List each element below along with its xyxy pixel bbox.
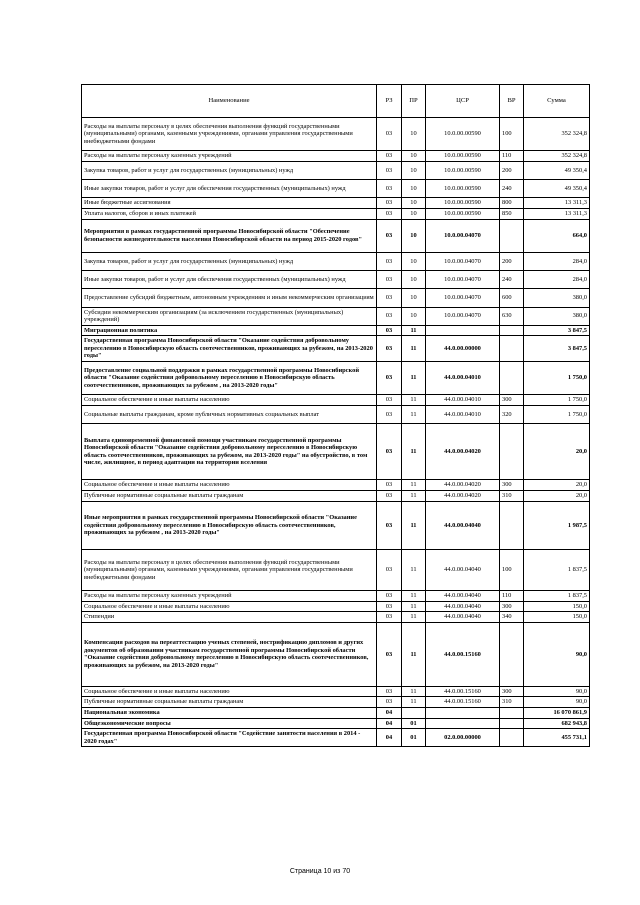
row-csr-cell: 10.0.00.00590 [426,151,500,162]
row-rz-cell: 03 [377,623,402,687]
row-name-cell: Публичные нормативные социальные выплаты гражданам [82,491,377,502]
row-pr-cell: 10 [402,208,426,219]
row-pr-cell: 11 [402,601,426,612]
row-vr-cell: 300 [500,480,524,491]
row-vr-cell [500,219,524,252]
row-vr-cell: 850 [500,208,524,219]
page-number: Страница 10 из 70 [289,868,351,875]
row-sum-cell: 284,0 [524,252,590,270]
row-rz-cell: 03 [377,161,402,179]
row-pr-cell: 11 [402,591,426,602]
row-rz-cell: 03 [377,118,402,151]
row-rz-cell: 03 [377,289,402,307]
row-csr-cell: 44.0.00.04020 [426,480,500,491]
row-name-cell: Предоставление социальной поддержки в рамках государственной программы Новосибирской области "Оказание содействия добровольному переселению в Новосибирскую область соотечественников, проживающих за рубежом , на 2013-2020 годы" [82,362,377,395]
table-row [82,161,590,179]
row-csr-cell: 44.0.00.04040 [426,601,500,612]
row-pr-cell: 10 [402,252,426,270]
row-csr-cell: 44.0.00.15160 [426,697,500,708]
row-pr-cell: 11 [402,686,426,697]
row-pr-cell: 11 [402,480,426,491]
row-vr-cell: 100 [500,118,524,151]
row-csr-cell: 44.0.00.04010 [426,406,500,424]
row-vr-cell [500,729,524,747]
row-sum-cell: 352 324,8 [524,118,590,151]
row-name-cell: Закупка товаров, работ и услуг для государственных (муниципальных) нужд [82,161,377,179]
row-vr-cell: 300 [500,601,524,612]
row-rz-cell: 03 [377,219,402,252]
row-name-cell: Расходы на выплаты персоналу в целях обеспечения выполнения функций государственными (муниципальными) органами, казенными учреждениями, органами управления государственными внебюджетными фондами [82,118,377,151]
table-body [82,118,590,747]
header-vr: ВР [500,85,524,118]
row-name-cell: Миграционная политика [82,325,377,336]
row-rz-cell: 03 [377,271,402,289]
row-name-cell: Иные закупки товаров, работ и услуг для обеспечения государственных (муниципальных) нужд [82,180,377,198]
row-pr-cell: 11 [402,501,426,550]
table-row [82,623,590,687]
budget-table [81,84,590,747]
row-name-cell: Закупка товаров, работ и услуг для государственных (муниципальных) нужд [82,252,377,270]
row-vr-cell [500,325,524,336]
row-pr-cell: 10 [402,198,426,209]
row-sum-cell: 90,0 [524,623,590,687]
row-vr-cell: 300 [500,395,524,406]
row-csr-cell: 44.0.00.04020 [426,491,500,502]
row-pr-cell: 11 [402,623,426,687]
header-csr: ЦСР [426,85,500,118]
row-pr-cell: 01 [402,729,426,747]
row-csr-cell: 44.0.00.04040 [426,612,500,623]
table-row [82,501,590,550]
row-csr-cell: 44.0.00.04020 [426,424,500,480]
row-vr-cell: 600 [500,289,524,307]
row-vr-cell: 110 [500,151,524,162]
row-csr-cell: 10.0.00.04070 [426,307,500,325]
row-name-cell: Государственная программа Новосибирской области "Содействие занятости населения в 2014 - 2020 годах" [82,729,377,747]
row-vr-cell [500,707,524,718]
row-name-cell: Социальное обеспечение и иные выплаты населению [82,395,377,406]
row-rz-cell: 03 [377,424,402,480]
row-csr-cell: 44.0.00.15160 [426,623,500,687]
row-rz-cell: 03 [377,151,402,162]
row-vr-cell: 630 [500,307,524,325]
row-csr-cell: 10.0.00.00590 [426,198,500,209]
row-csr-cell: 10.0.00.00590 [426,180,500,198]
row-pr-cell: 10 [402,289,426,307]
row-csr-cell: 44.0.00.04010 [426,362,500,395]
row-pr-cell: 10 [402,271,426,289]
row-rz-cell: 03 [377,198,402,209]
table-header-row [82,85,590,118]
row-vr-cell: 310 [500,491,524,502]
row-pr-cell: 10 [402,307,426,325]
row-sum-cell: 664,0 [524,219,590,252]
row-sum-cell: 380,0 [524,307,590,325]
row-sum-cell: 284,0 [524,271,590,289]
row-csr-cell: 10.0.00.04070 [426,252,500,270]
row-rz-cell: 03 [377,406,402,424]
row-sum-cell: 90,0 [524,686,590,697]
row-vr-cell: 300 [500,686,524,697]
row-sum-cell: 455 731,1 [524,729,590,747]
row-csr-cell: 10.0.00.00590 [426,208,500,219]
row-csr-cell: 44.0.00.04010 [426,395,500,406]
row-csr-cell: 10.0.00.00590 [426,161,500,179]
row-sum-cell: 20,0 [524,424,590,480]
row-sum-cell: 13 311,3 [524,198,590,209]
header-sum: Сумма [524,85,590,118]
row-name-cell: Выплата единовременной финансовой помощи участникам государственной программы Новосибирской области "Оказание содействия добровольному переселению в Новосибирскую область соотечественников, проживающих за рубежом, на 2013-2020 годы" на обустройство, в том числе, жилищное, в период адаптации на территории вселения [82,424,377,480]
table-row [82,480,590,491]
table-row [82,362,590,395]
row-vr-cell [500,424,524,480]
table-row [82,601,590,612]
row-rz-cell: 03 [377,208,402,219]
row-rz-cell: 03 [377,491,402,502]
row-rz-cell: 03 [377,686,402,697]
row-name-cell: Субсидии некоммерческим организациям (за исключением государственных (муниципальных) учреждений) [82,307,377,325]
row-vr-cell [500,623,524,687]
row-name-cell: Расходы на выплаты персоналу казенных учреждений [82,151,377,162]
row-sum-cell: 380,0 [524,289,590,307]
row-sum-cell: 1 750,0 [524,395,590,406]
row-name-cell: Иные бюджетные ассигнования [82,198,377,209]
row-pr-cell: 10 [402,219,426,252]
row-sum-cell: 90,0 [524,697,590,708]
row-rz-cell: 03 [377,336,402,362]
row-rz-cell: 03 [377,501,402,550]
row-name-cell: Иные закупки товаров, работ и услуг для обеспечения государственных (муниципальных) нужд [82,271,377,289]
row-name-cell: Публичные нормативные социальные выплаты гражданам [82,697,377,708]
table-row [82,686,590,697]
row-sum-cell: 13 311,3 [524,208,590,219]
row-sum-cell: 3 847,5 [524,325,590,336]
row-pr-cell: 10 [402,161,426,179]
row-rz-cell: 03 [377,395,402,406]
table-row [82,198,590,209]
header-pr: ПР [402,85,426,118]
row-name-cell: Социальное обеспечение и иные выплаты населению [82,686,377,697]
row-vr-cell: 340 [500,612,524,623]
row-vr-cell: 240 [500,271,524,289]
row-rz-cell: 03 [377,362,402,395]
row-vr-cell: 110 [500,591,524,602]
row-rz-cell: 03 [377,325,402,336]
row-name-cell: Расходы на выплаты персоналу в целях обеспечения выполнения функций государственными (муниципальными) органами, казенными учреждениями, органами управления государственными внебюджетными фондами [82,550,377,591]
table-row [82,697,590,708]
row-sum-cell: 352 324,8 [524,151,590,162]
row-vr-cell [500,501,524,550]
row-pr-cell: 01 [402,718,426,729]
row-sum-cell: 1 837,5 [524,591,590,602]
table-row [82,707,590,718]
row-name-cell: Социальные выплаты гражданам, кроме публичных нормативных социальных выплат [82,406,377,424]
row-csr-cell [426,718,500,729]
row-csr-cell: 44.0.00.04040 [426,591,500,602]
row-rz-cell: 03 [377,252,402,270]
row-name-cell: Стипендии [82,612,377,623]
row-rz-cell: 03 [377,550,402,591]
row-rz-cell: 03 [377,601,402,612]
row-csr-cell: 10.0.00.04070 [426,219,500,252]
row-name-cell: Социальное обеспечение и иные выплаты населению [82,480,377,491]
row-vr-cell [500,362,524,395]
row-name-cell: Расходы на выплаты персоналу казенных учреждений [82,591,377,602]
row-sum-cell: 3 847,5 [524,336,590,362]
table-row [82,180,590,198]
header-name: Наименование [82,85,377,118]
row-vr-cell [500,336,524,362]
row-pr-cell: 11 [402,697,426,708]
row-pr-cell: 11 [402,612,426,623]
row-vr-cell [500,718,524,729]
row-pr-cell: 10 [402,118,426,151]
row-sum-cell: 20,0 [524,491,590,502]
row-csr-cell [426,325,500,336]
row-csr-cell: 10.0.00.00590 [426,118,500,151]
row-pr-cell: 11 [402,550,426,591]
row-pr-cell: 11 [402,424,426,480]
row-csr-cell: 02.0.00.00000 [426,729,500,747]
table-row [82,118,590,151]
table-row [82,271,590,289]
row-rz-cell: 04 [377,729,402,747]
row-name-cell: Компенсация расходов на переаттестацию ученых степеней, нострификацию дипломов и других документов об образовании участникам государственной программы Новосибирской области "Оказание содействия добровольному переселению в Новосибирскую область соотечественников, проживающих за рубежом, на 2013-2020 годы" [82,623,377,687]
table-row [82,729,590,747]
row-rz-cell: 03 [377,612,402,623]
row-name-cell: Общеэкономические вопросы [82,718,377,729]
row-pr-cell: 11 [402,395,426,406]
row-rz-cell: 04 [377,707,402,718]
row-sum-cell: 1 750,0 [524,362,590,395]
row-rz-cell: 03 [377,480,402,491]
row-csr-cell: 44.0.00.00000 [426,336,500,362]
row-pr-cell: 11 [402,362,426,395]
row-pr-cell [402,707,426,718]
row-sum-cell: 1 837,5 [524,550,590,591]
row-csr-cell: 44.0.00.15160 [426,686,500,697]
row-name-cell: Государственная программа Новосибирской области "Оказание содействия добровольному переселению в Новосибирскую область соотечественников, проживающих за рубежом, на 2013-2020 годы" [82,336,377,362]
row-pr-cell: 10 [402,180,426,198]
row-pr-cell: 11 [402,325,426,336]
row-rz-cell: 03 [377,697,402,708]
table-row [82,406,590,424]
row-sum-cell: 150,0 [524,612,590,623]
row-pr-cell: 10 [402,151,426,162]
table-row [82,336,590,362]
row-name-cell: Уплата налогов, сборов и иных платежей [82,208,377,219]
table-row [82,151,590,162]
row-sum-cell: 150,0 [524,601,590,612]
row-vr-cell: 200 [500,252,524,270]
table-row [82,491,590,502]
row-csr-cell: 44.0.00.04040 [426,550,500,591]
row-csr-cell: 10.0.00.04070 [426,271,500,289]
row-vr-cell: 100 [500,550,524,591]
table-row [82,424,590,480]
row-name-cell: Социальное обеспечение и иные выплаты населению [82,601,377,612]
table-row [82,252,590,270]
row-pr-cell: 11 [402,491,426,502]
row-pr-cell: 11 [402,336,426,362]
row-sum-cell: 49 350,4 [524,180,590,198]
row-name-cell: Иные мероприятия в рамках государственной программы Новосибирской области "Оказание содействия добровольному переселению в Новосибирскую область соотечественников, проживающих за рубежом , на 2013-2020 годы" [82,501,377,550]
table-row [82,395,590,406]
row-pr-cell: 11 [402,406,426,424]
table-row [82,208,590,219]
row-rz-cell: 03 [377,180,402,198]
row-vr-cell: 310 [500,697,524,708]
row-sum-cell: 16 070 861,9 [524,707,590,718]
row-vr-cell: 320 [500,406,524,424]
row-sum-cell: 1 987,5 [524,501,590,550]
row-name-cell: Предоставление субсидий бюджетным, автономным учреждениям и иным некоммерческим организациям [82,289,377,307]
table-row [82,550,590,591]
row-sum-cell: 20,0 [524,480,590,491]
table-row [82,219,590,252]
row-csr-cell: 44.0.00.04040 [426,501,500,550]
table-row [82,289,590,307]
row-sum-cell: 49 350,4 [524,161,590,179]
header-rz: РЗ [377,85,402,118]
row-rz-cell: 04 [377,718,402,729]
table-row [82,325,590,336]
table-row [82,307,590,325]
row-sum-cell: 1 750,0 [524,406,590,424]
row-rz-cell: 03 [377,591,402,602]
row-rz-cell: 03 [377,307,402,325]
row-vr-cell: 800 [500,198,524,209]
row-name-cell: Национальная экономика [82,707,377,718]
table-row [82,612,590,623]
row-vr-cell: 240 [500,180,524,198]
table-row [82,591,590,602]
row-name-cell: Мероприятия в рамках государственной программы Новосибирской области "Обеспечение безопасности жизнедеятельности населения Новосибирской области на период 2015-2020 годов" [82,219,377,252]
row-csr-cell: 10.0.00.04070 [426,289,500,307]
row-sum-cell: 682 943,8 [524,718,590,729]
row-vr-cell: 200 [500,161,524,179]
row-csr-cell [426,707,500,718]
table-row [82,718,590,729]
